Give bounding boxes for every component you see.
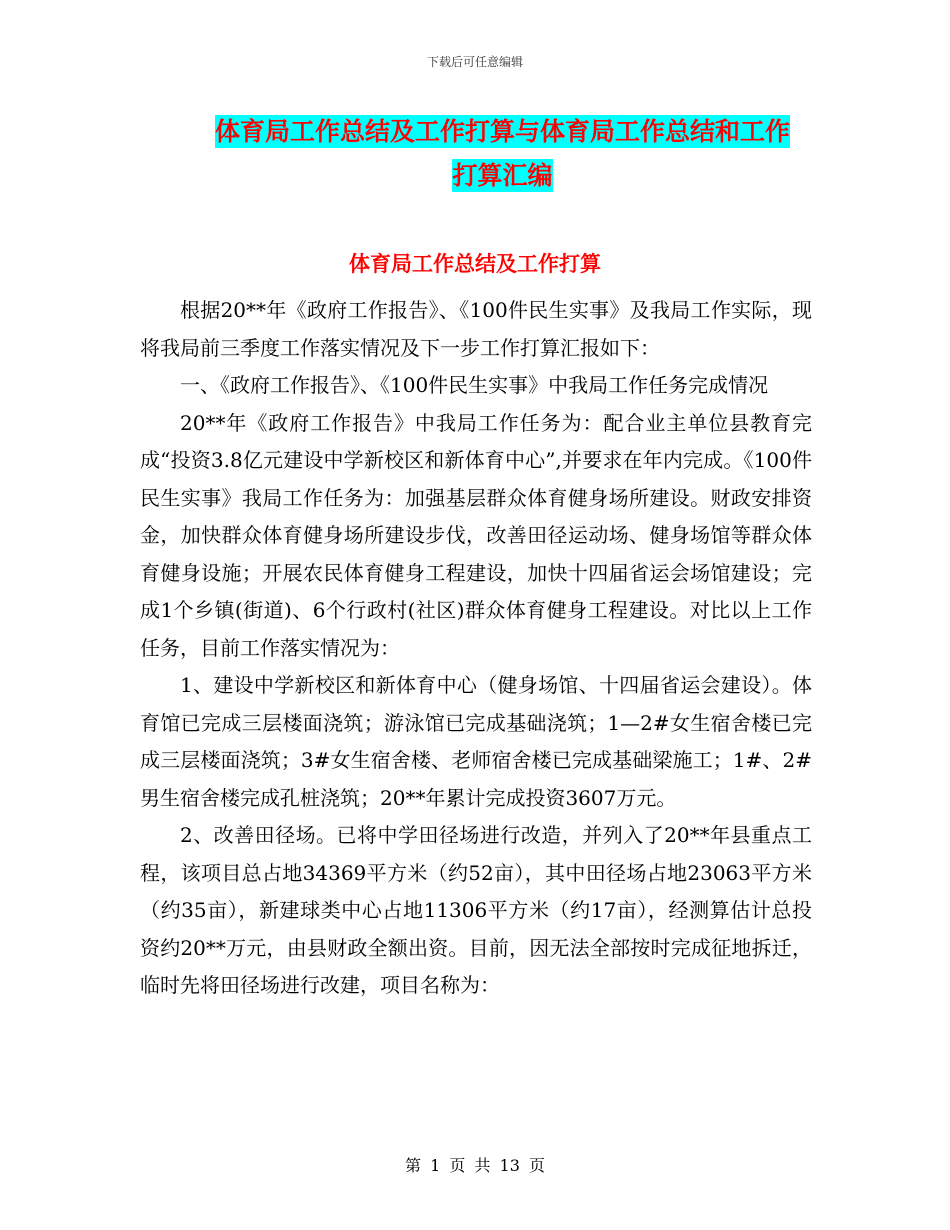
document-title-line-2: 打算汇编 <box>452 161 553 190</box>
paragraph: 1、建设中学新校区和新体育中心（健身场馆、十四届省运会建设）。体育馆已完成三层楼面浇筑；游泳馆已完成基础浇筑；1—2#女生宿舍楼已完成三层楼面浇筑；3#女生宿舍楼、老师宿舍楼已完成基础梁施工；1#、2#男生宿舍楼完成孔桩浇筑；20**年累计完成投资3607万元。 <box>140 673 812 810</box>
document-title <box>140 110 865 198</box>
paragraph: 一、《政府工作报告》、《100件民生实事》中我局工作任务完成情况 <box>180 373 769 397</box>
paragraph: 20**年《政府工作报告》中我局工作任务为：配合业主单位县教育完成“投资3.8亿元建设中学新校区和新体育中心”,并要求在年内完成。《100件民生实事》我局工作任务为：加强基层群众体育健身场所建设。财政安排资金，加快群众体育健身场所建设步伐，改善田径运动场、健身场馆等群众体育健身设施；开展农民体育健身工程建设，加快十四届省运会场馆建设；完成1个乡镇(街道)、6个行政村(社区)群众体育健身工程建设。对比以上工作任务，目前工作落实情况为： <box>140 410 812 660</box>
page-number: 第 1 页 共 13 页 <box>405 1156 545 1175</box>
document-body <box>140 292 812 1005</box>
header-note: 下载后可任意编辑 <box>426 55 523 69</box>
paragraph: 根据20**年《政府工作报告》、《100件民生实事》及我局工作实际，现将我局前三季度工作落实情况及下一步工作打算汇报如下： <box>140 298 812 360</box>
document-title-line-1: 体育局工作总结及工作打算与体育局工作总结和工作 <box>214 117 790 146</box>
paragraph: 2、改善田径场。已将中学田径场进行改造，并列入了20**年县重点工程，该项目总占地34369平方米（约52亩），其中田径场占地23063平方米（约35亩），新建球类中心占地11306平方米（约17亩），经测算估计总投资约20**万元，由县财政全额出资。目前，因无法全部按时完成征地拆迁，临时先将田径场进行改建，项目名称为： <box>140 823 812 997</box>
section-title: 体育局工作总结及工作打算 <box>349 252 601 276</box>
